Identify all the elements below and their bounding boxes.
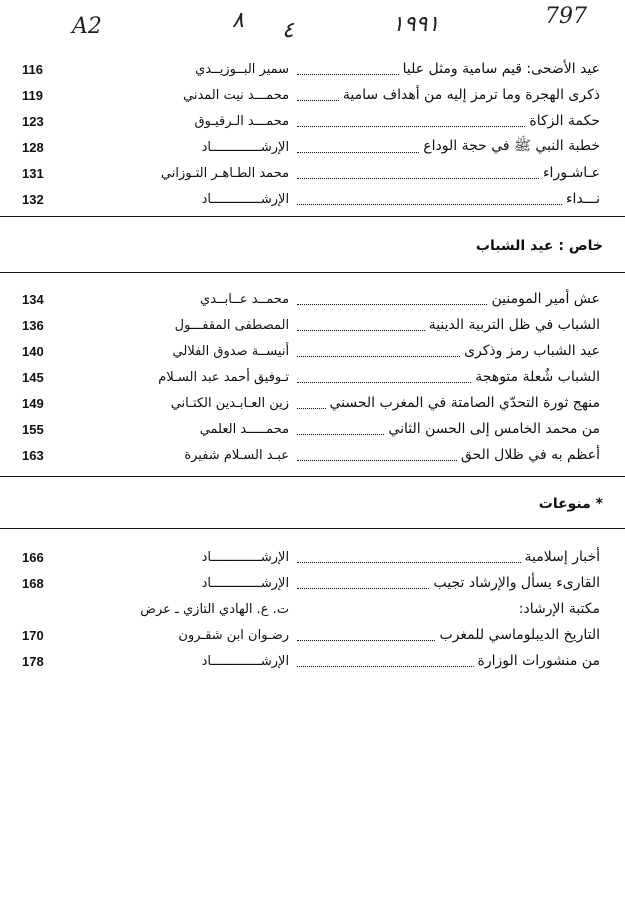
author: زين العـابـدين الكتـاني [170, 395, 290, 411]
handwritten-code: A2 [72, 14, 102, 39]
page-number: 155 [22, 421, 44, 437]
article-title: نـــداء [565, 191, 600, 207]
page-number: 119 [22, 87, 43, 103]
divider [0, 476, 625, 477]
toc-row [22, 58, 600, 80]
toc-row [22, 110, 600, 132]
author: رضـوان ابن شقـرون [178, 627, 290, 643]
divider [0, 528, 625, 529]
toc-row [22, 598, 600, 620]
page-number: 166 [22, 549, 44, 565]
leader-dots [297, 424, 384, 435]
toc-row [22, 162, 600, 184]
author: محمد الطـاهـر التـوزاني [160, 165, 290, 181]
author: ت. ع. الهادي التازي ـ عرض [140, 601, 290, 617]
handwritten-number-a: ٨ [232, 8, 244, 33]
article-title: خطبة النبي ﷺ في حجة الوداع [423, 138, 600, 154]
leader-dots [297, 116, 525, 127]
author: الإرشـــــــــــــاد [201, 139, 290, 155]
toc-row [22, 572, 600, 594]
author: محمـــــد العلمي [199, 421, 290, 437]
article-title: عيد الأضحى: قيم سامية ومثل عليا [402, 61, 600, 77]
author: الإرشـــــــــــــاد [201, 191, 290, 207]
article-title: منهج ثورة التحدّي الصامتة في المغرب الحسني [329, 395, 600, 411]
page-number: 116 [22, 61, 43, 77]
section-heading-youth: خاص : عيد الشباب [475, 238, 603, 254]
page-number: 168 [22, 575, 44, 591]
author: محمـــد الـرقيـوق [194, 113, 290, 129]
author: الإرشـــــــــــــاد [201, 575, 290, 591]
leader-dots [297, 450, 457, 461]
leader-dots [297, 372, 471, 383]
leader-dots [297, 64, 399, 75]
page-number: 145 [22, 369, 44, 385]
author: الإرشـــــــــــــاد [201, 653, 290, 669]
author: الإرشـــــــــــــاد [201, 549, 290, 565]
article-title: أخبار إسلامية [524, 549, 600, 565]
article-title: القارىء يسأل والإرشاد تجيب [433, 575, 600, 591]
page-number: 132 [22, 191, 44, 207]
article-title: ذكرى الهجرة وما ترمز إليه من أهداف سامية [342, 87, 600, 103]
section-heading-misc: * منوعات [538, 496, 603, 512]
author: محمــد عــابــدي [200, 291, 290, 307]
author: المصطفى المقفـــول [174, 317, 290, 333]
author: تـوفيق أحمد عبد السـلام [158, 369, 290, 385]
toc-row [22, 188, 600, 210]
leader-dots [297, 194, 562, 205]
article-title: عيد الشباب رمز وذكرى [464, 343, 600, 359]
page-number: 170 [22, 627, 44, 643]
article-title: عش أمير المومنين [491, 291, 600, 307]
author: عبـد السـلام شفيرة [184, 447, 290, 463]
article-title: عـاشـوراء [542, 165, 600, 181]
article-title: الشباب شُعلة متوهجة [475, 369, 600, 385]
handwritten-year: ١٩٩١ [392, 12, 440, 37]
page-number: 140 [22, 343, 44, 359]
leader-dots [297, 90, 339, 101]
toc-row [22, 288, 600, 310]
toc-row [22, 136, 600, 158]
divider [0, 272, 625, 273]
page-number: 178 [22, 653, 44, 669]
leader-dots [297, 398, 325, 409]
page-number: 128 [22, 139, 44, 155]
page-number: 131 [22, 165, 44, 181]
leader-dots [297, 294, 487, 305]
article-title: من محمد الخامس إلى الحسن الثاني [388, 421, 600, 437]
page-number: 123 [22, 113, 44, 129]
handwritten-number-b: ٤ [282, 18, 294, 43]
page-number: 163 [22, 447, 44, 463]
toc-row [22, 624, 600, 646]
page-number: 134 [22, 291, 44, 307]
leader-dots [297, 656, 473, 667]
leader-dots [297, 168, 539, 179]
divider [0, 216, 625, 217]
toc-row [22, 650, 600, 672]
toc-row [22, 444, 600, 466]
article-title: الشباب في ظل التربية الدينية [428, 317, 600, 333]
leader-dots [297, 630, 435, 641]
author: سمير البــوزيــدي [195, 61, 290, 77]
leader-dots [297, 578, 429, 589]
article-title: حكمة الزكاة [529, 113, 600, 129]
toc-row [22, 366, 600, 388]
leader-dots [297, 142, 419, 153]
page-number: 136 [22, 317, 44, 333]
article-title: التاريخ الديبلوماسي للمغرب [439, 627, 600, 643]
toc-row [22, 84, 600, 106]
article-title: مكتبة الإرشاد: [518, 601, 600, 617]
toc-row [22, 392, 600, 414]
article-title: من منشورات الوزارة [477, 653, 600, 669]
leader-dots [297, 346, 460, 357]
leader-dots [297, 320, 425, 331]
author: أنيســة صدوق الفلالي [172, 343, 290, 359]
toc-row [22, 314, 600, 336]
handwritten-page-ref: 797 [545, 4, 587, 29]
article-title: أعظم به في ظلال الحق [460, 447, 600, 463]
leader-dots [297, 552, 520, 563]
toc-row [22, 418, 600, 440]
toc-row [22, 546, 600, 568]
page-number: 149 [22, 395, 44, 411]
toc-row [22, 340, 600, 362]
author: محمـــد نيت المدني [183, 87, 290, 103]
